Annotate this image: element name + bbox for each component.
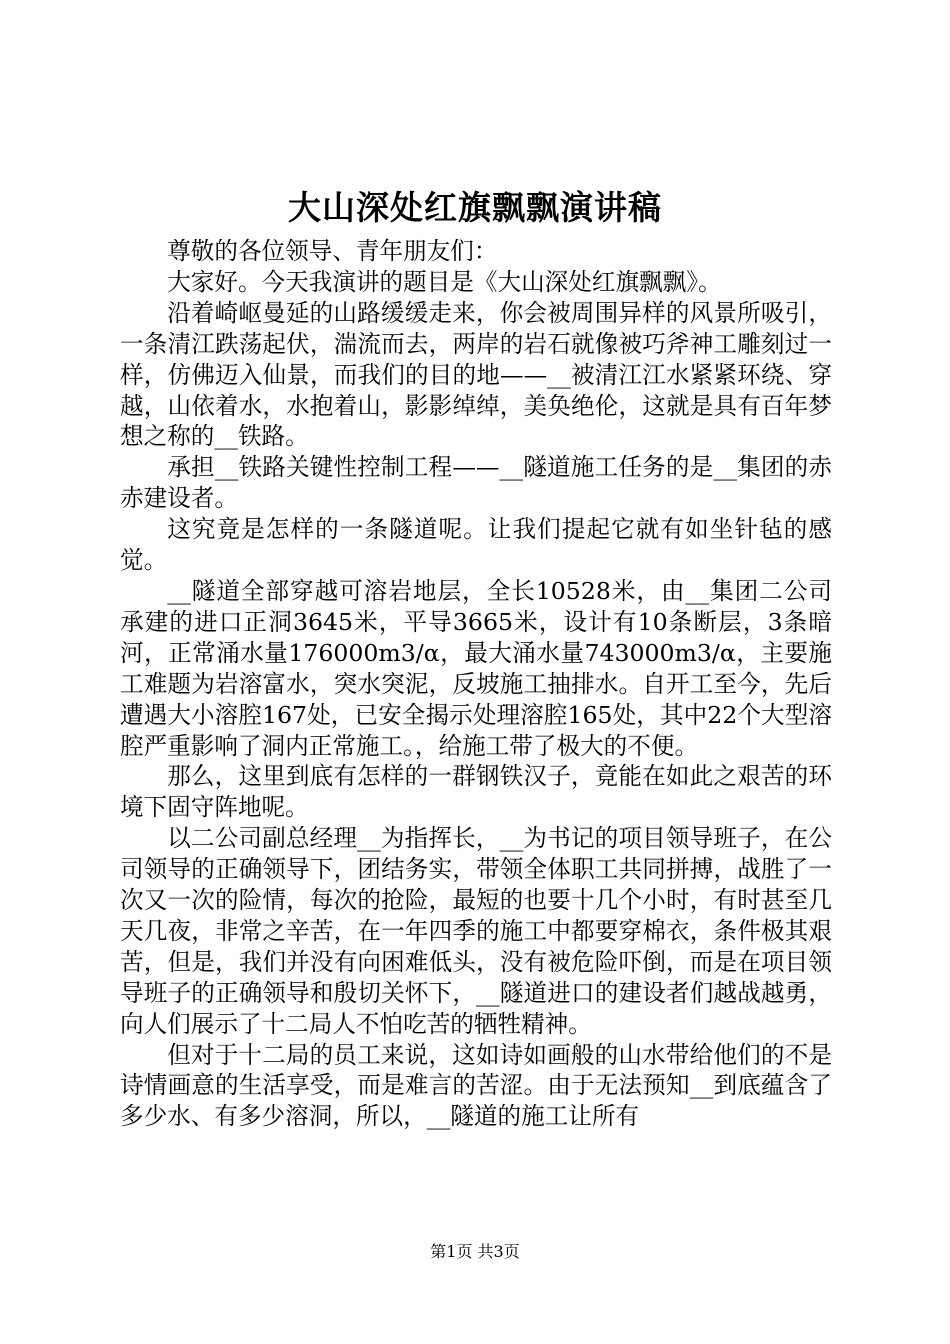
paragraph-scenery: 沿着崎岖曼延的山路缓缓走来，你会被周围异样的风景所吸引，一条清江跌荡起伏，湍流而去，两岸的岩石就像被巧斧神工雕刻过一样，仿佛迈入仙景，而我们的目的地——__被清江江水紧紧环绕、穿越，山依着水，水抱着山，影影绰绰，美奂绝伦，这就是具有百年梦想之称的__铁路。 <box>120 298 832 451</box>
paragraph-question: 这究竟是怎样的一条隧道呢。让我们提起它就有如坐针毡的感觉。 <box>120 515 832 575</box>
paragraph-builders: 承担__铁路关键性控制工程——__隧道施工任务的是__集团的赤赤建设者。 <box>120 453 832 513</box>
paragraph-salutation: 尊敬的各位领导、青年朋友们： <box>167 237 498 265</box>
document-body <box>120 236 832 1132</box>
paragraph-leadership: 以二公司副总经理__为指挥长，__为书记的项目领导班子，在公司领导的正确领导下，团结务实，带领全体职工共同拼搏，战胜了一次又一次的险情，每次的抢险，最短的也要十几个小时，有时甚至几天几夜，非常之辛苦，在一年四季的施工中都要穿棉衣，条件极其艰苦，但是，我们并没有向困难低头，没有被危险吓倒，而是在项目领导班子的正确领导和殷切关怀下，__隧道进口的建设者们越战越勇，向人们展示了十二局人不怕吃苦的牺牲精神。 <box>120 824 832 1038</box>
paragraph-tunnel-facts: __隧道全部穿越可溶岩地层，全长10528米，由__集团二公司承建的进口正洞3645米，平导3665米，设计有10条断层，3条暗河，正常涌水量176000m3/α，最大涌水量743000m3/α，主要施工难题为岩溶富水，突水突泥，反坡施工抽排水。自开工至今，先后遭遇大小溶腔167处，已安全揭示处理溶腔165处，其中22个大型溶腔严重影响了洞内正常施工。，给施工带了极大的不便。 <box>120 576 832 760</box>
page-title: 大山深处红旗飘飘演讲稿 <box>288 188 662 227</box>
paragraph-hardship: 但对于十二局的员工来说，这如诗如画般的山水带给他们的不是诗情画意的生活享受，而是难言的苦涩。由于无法预知__到底蕴含了多少水、有多少溶洞，所以，__隧道的施工让所有 <box>120 1040 832 1131</box>
paragraph-who: 那么，这里到底有怎样的一群钢铁汉子，竟能在如此之艰苦的环境下固守阵地呢。 <box>120 762 832 822</box>
page-footer: 第1页 共3页 <box>430 1242 520 1261</box>
paragraph-greeting: 大家好。今天我演讲的题目是《大山深处红旗飘飘》。 <box>167 267 722 296</box>
